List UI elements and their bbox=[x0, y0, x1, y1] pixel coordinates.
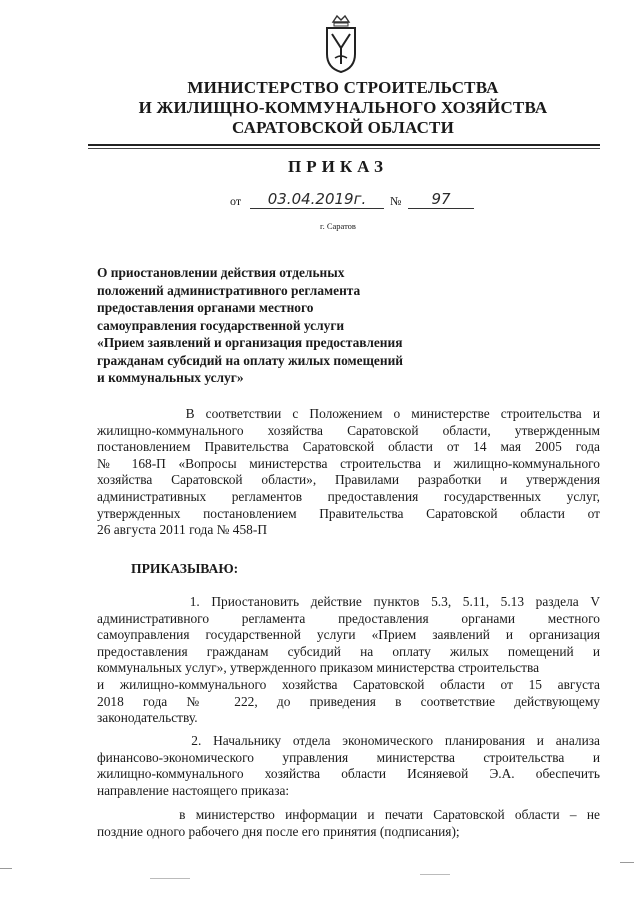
text-line: административных регламентов предоставления государственных услуг, bbox=[97, 488, 600, 504]
date-label: от bbox=[230, 194, 242, 208]
text-line: 2. Начальнику отдела экономического планирования и анализа bbox=[97, 733, 600, 748]
text-line: № 168-П «Вопросы министерства строительства и жилищно-коммунального bbox=[97, 455, 600, 471]
text-line: В соответствии с Положением о министерстве строительства и bbox=[97, 406, 600, 421]
subject-line: О приостановлении действия отдельных bbox=[97, 265, 345, 280]
ministry-line-2: И ЖИЛИЩНО-КОММУНАЛЬНОГО ХОЗЯЙСТВА bbox=[138, 98, 548, 117]
text-line: утвержденных постановлением Правительства Саратовской области от bbox=[97, 505, 600, 521]
number-label: № bbox=[390, 194, 402, 208]
ministry-line-1: МИНИСТЕРСТВО СТРОИТЕЛЬСТВА bbox=[187, 78, 499, 97]
scan-artifact bbox=[150, 878, 190, 879]
city-name: г. Саратов bbox=[320, 221, 356, 231]
subject-heading bbox=[97, 264, 497, 387]
preamble-paragraph bbox=[97, 406, 600, 539]
scan-artifact bbox=[420, 874, 450, 875]
text-line: хозяйства Саратовской области», Правилами разработки и утверждения bbox=[97, 472, 600, 488]
text-line: и жилищно-коммунального хозяйства Саратовской области от 15 августа bbox=[97, 676, 600, 692]
scan-artifact bbox=[0, 868, 12, 869]
subject-line: положений административного регламента bbox=[97, 282, 361, 298]
text-line: жилищно-коммунального хозяйства области Исяняевой Э.А. обеспечить bbox=[97, 766, 600, 782]
item-2-paragraph bbox=[97, 733, 600, 799]
text-line: 2018 года № 222, до приведения в соответствие действующему bbox=[97, 693, 600, 709]
text-line: поздние одного рабочего дня после его принятия (подписания); bbox=[97, 823, 460, 839]
text-line: 26 августа 2011 года № 458-П bbox=[97, 522, 267, 538]
subject-line: гражданам субсидий на оплату жилых помещений bbox=[97, 352, 403, 368]
coat-of-arms-emblem bbox=[323, 14, 359, 74]
item-2a-paragraph bbox=[97, 807, 600, 840]
text-line: финансово-экономического управления министерства строительства и bbox=[97, 749, 600, 765]
subject-line: предоставления органами местного bbox=[97, 300, 314, 315]
ministry-line-3: САРАТОВСКОЙ ОБЛАСТИ bbox=[231, 118, 455, 137]
document-type-title: ПРИКАЗ bbox=[288, 157, 388, 176]
scan-artifact bbox=[620, 862, 634, 863]
text-line: законодательству. bbox=[97, 710, 198, 726]
subject-line: самоуправления государственной услуги bbox=[97, 317, 345, 333]
number-value-handwritten: 97 bbox=[408, 190, 474, 209]
text-line: жилищно-коммунального хозяйства Саратовской области, утвержденным bbox=[97, 422, 600, 438]
subject-line: и коммунальных услуг» bbox=[97, 370, 244, 385]
text-line: в министерство информации и печати Саратовской области – не bbox=[97, 807, 600, 822]
header-rule-thick bbox=[88, 144, 600, 146]
text-line: 1. Приостановить действие пунктов 5.3, 5.11, 5.13 раздела V bbox=[97, 594, 600, 609]
item-1-paragraph bbox=[97, 594, 600, 727]
date-number-line bbox=[230, 190, 490, 212]
text-line: административного регламента предоставления органами местного bbox=[97, 610, 600, 626]
ministry-name bbox=[100, 78, 586, 138]
header-rule-thin bbox=[88, 148, 600, 149]
text-line: коммунальных услуг», утвержденного приказом министерства строительства bbox=[97, 660, 540, 676]
text-line: предоставления гражданам субсидий на оплату жилых помещений и bbox=[97, 643, 600, 659]
order-word: ПРИКАЗЫВАЮ: bbox=[131, 561, 239, 576]
text-line: постановлением Правительства Саратовской области от 14 мая 2005 года bbox=[97, 439, 600, 455]
text-line: самоуправления государственной услуги «Прием заявлений и организация bbox=[97, 627, 600, 643]
text-line: направление настоящего приказа: bbox=[97, 782, 290, 798]
date-value-handwritten: 03.04.2019г. bbox=[250, 190, 384, 209]
subject-line: «Прием заявлений и организация предоставления bbox=[97, 335, 403, 350]
